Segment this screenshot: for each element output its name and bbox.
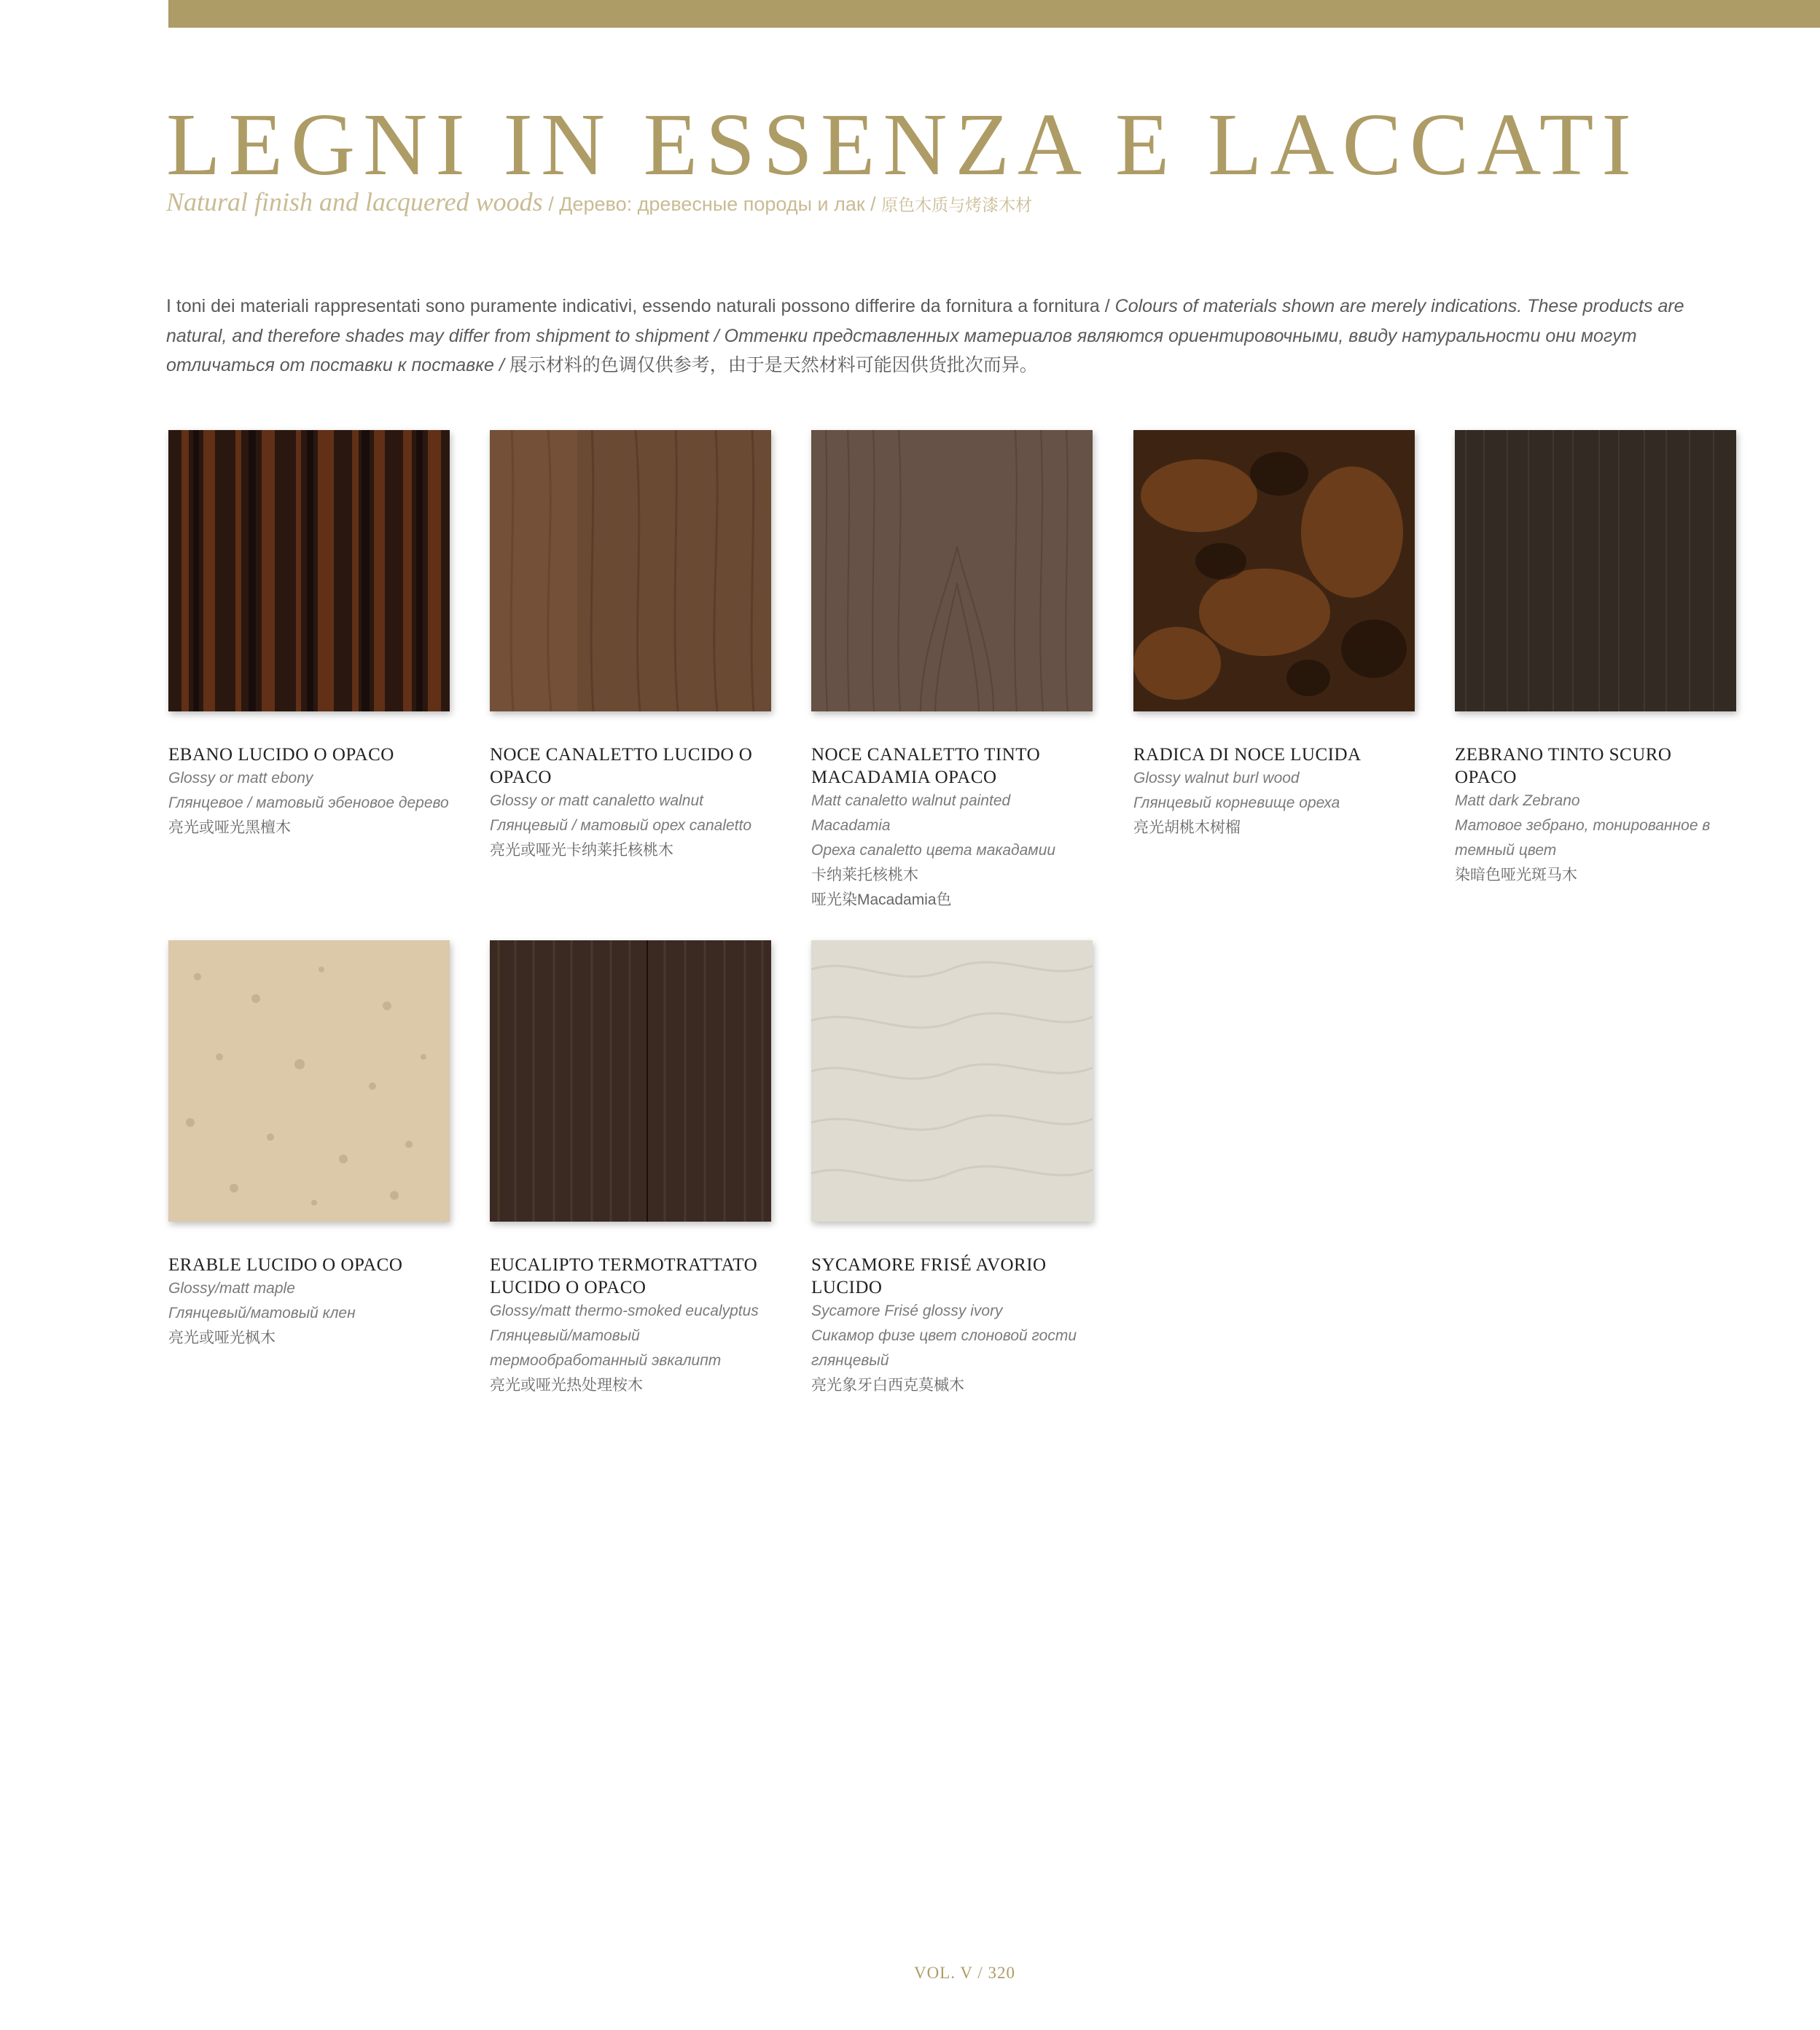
- swatch-card-noce-canaletto: [490, 430, 771, 863]
- swatch-desc-ru: Глянцевый/матовый клен: [168, 1305, 356, 1322]
- swatch-card-erable: [168, 940, 450, 1351]
- swatch-desc-zh: 亮光或哑光黑檀木: [168, 819, 291, 836]
- swatch-image-noce-canaletto: [490, 430, 771, 711]
- subtitle-chinese: 原色木质与烤漆木材: [881, 195, 1033, 214]
- swatch-name: NOCE CANALETTO LUCIDO O OPACO: [490, 745, 753, 787]
- swatch-desc-ru: Сикамор физе цвет слоновой гости глянцевый: [811, 1327, 1077, 1369]
- intro-chinese: 展示材料的色调仅供参考，由于是天然材料可能因供货批次而异。: [509, 355, 1038, 375]
- swatch-name: EUCALIPTO TERMOTRATTATO LUCIDO O OPACO: [490, 1255, 758, 1297]
- volume-page-number: VOL. V / 320: [914, 1964, 1015, 1982]
- swatch-desc-en: Matt canaletto walnut painted Macadamia: [811, 792, 1011, 834]
- swatch-desc-ru: Глянцевый корневище ореха: [1133, 795, 1340, 811]
- swatch-name: RADICA DI NOCE LUCIDA: [1133, 745, 1362, 765]
- swatch-card-radica: [1133, 430, 1415, 840]
- page-footer: [0, 1964, 1820, 1983]
- swatch-card-sycamore: [811, 940, 1093, 1398]
- swatch-desc-en: Glossy/matt maple: [168, 1280, 295, 1297]
- swatch-image-eucalipto: [490, 940, 771, 1222]
- swatch-image-ebano: [168, 430, 450, 711]
- subtitle-english: Natural finish and lacquered woods: [166, 187, 543, 216]
- swatch-desc-en: Sycamore Frisé glossy ivory: [811, 1303, 1003, 1319]
- swatch-name: SYCAMORE FRISÉ AVORIO LUCIDO: [811, 1255, 1047, 1297]
- page-subtitle: [166, 187, 1032, 217]
- swatch-image-erable: [168, 940, 450, 1222]
- swatch-desc-en: Glossy or matt ebony: [168, 770, 313, 786]
- swatch-desc-zh: 亮光胡桃木树榴: [1133, 819, 1241, 836]
- swatch-desc-zh: 亮光或哑光热处理桉木: [490, 1377, 643, 1394]
- swatch-desc-en: Glossy walnut burl wood: [1133, 770, 1300, 786]
- swatch-desc-ru: Глянцевый / матовый орех canaletto: [490, 817, 752, 834]
- swatch-card-eucalipto: [490, 940, 771, 1398]
- swatch-image-radica: [1133, 430, 1415, 711]
- swatch-image-sycamore: [811, 940, 1093, 1222]
- swatch-desc-zh: 亮光或哑光枫木: [168, 1330, 276, 1346]
- swatch-card-noce-macadamia: [811, 430, 1093, 913]
- swatch-desc-ru: Матовое зебрано, тонированное в темный цвет: [1455, 817, 1711, 859]
- swatch-desc-en: Glossy/matt thermo-smoked eucalyptus: [490, 1303, 759, 1319]
- swatch-desc-ru: Ореха canaletto цвета макадамии: [811, 842, 1056, 859]
- swatch-name: NOCE CANALETTO TINTO MACADAMIA OPACO: [811, 745, 1041, 787]
- swatch-card-ebano: [168, 430, 450, 840]
- swatch-name: EBANO LUCIDO O OPACO: [168, 745, 394, 765]
- swatch-name: ZEBRANO TINTO SCURO OPACO: [1455, 745, 1672, 787]
- top-accent-bar: [168, 0, 1820, 28]
- swatch-desc-zh: 染暗色哑光斑马木: [1455, 867, 1577, 883]
- swatch-desc-zh-extra: 哑光染Macadamia色: [811, 891, 952, 908]
- intro-english-russian: Colours of materials shown are merely indications. These products are natural, and therefore shades may differ from shipment to shipment / Оттенки представленных материалов являются ориентировочными, ввиду натуральности они могут отличаться от поставки к поставке /: [166, 296, 1684, 375]
- intro-italian: I toni dei materiali rappresentati sono puramente indicativi, essendo naturali possono differire da fornitura a fornitura /: [166, 296, 1115, 316]
- swatch-desc-en: Glossy or matt canaletto walnut: [490, 792, 703, 809]
- page-title: LEGNI IN ESSENZA E LACCATI: [166, 95, 1639, 194]
- swatch-desc-ru: Глянцевый/матовый термообработанный эвкалипт: [490, 1327, 722, 1369]
- swatch-name: ERABLE LUCIDO O OPACO: [168, 1255, 403, 1275]
- swatch-desc-zh: 亮光或哑光卡纳莱托核桃木: [490, 842, 673, 859]
- swatch-desc-zh: 卡纳莱托核桃木: [811, 867, 918, 883]
- swatch-card-zebrano: [1455, 430, 1736, 888]
- swatch-desc-ru: Глянцевое / матовый эбеновое дерево: [168, 795, 449, 811]
- swatch-desc-zh: 亮光象牙白西克莫槭木: [811, 1377, 964, 1394]
- subtitle-russian: / Дерево: древесные породы и лак /: [542, 193, 882, 215]
- swatch-desc-en: Matt dark Zebrano: [1455, 792, 1580, 809]
- swatch-image-zebrano: [1455, 430, 1736, 711]
- intro-paragraph: [166, 292, 1741, 380]
- swatch-image-noce-macadamia: [811, 430, 1093, 711]
